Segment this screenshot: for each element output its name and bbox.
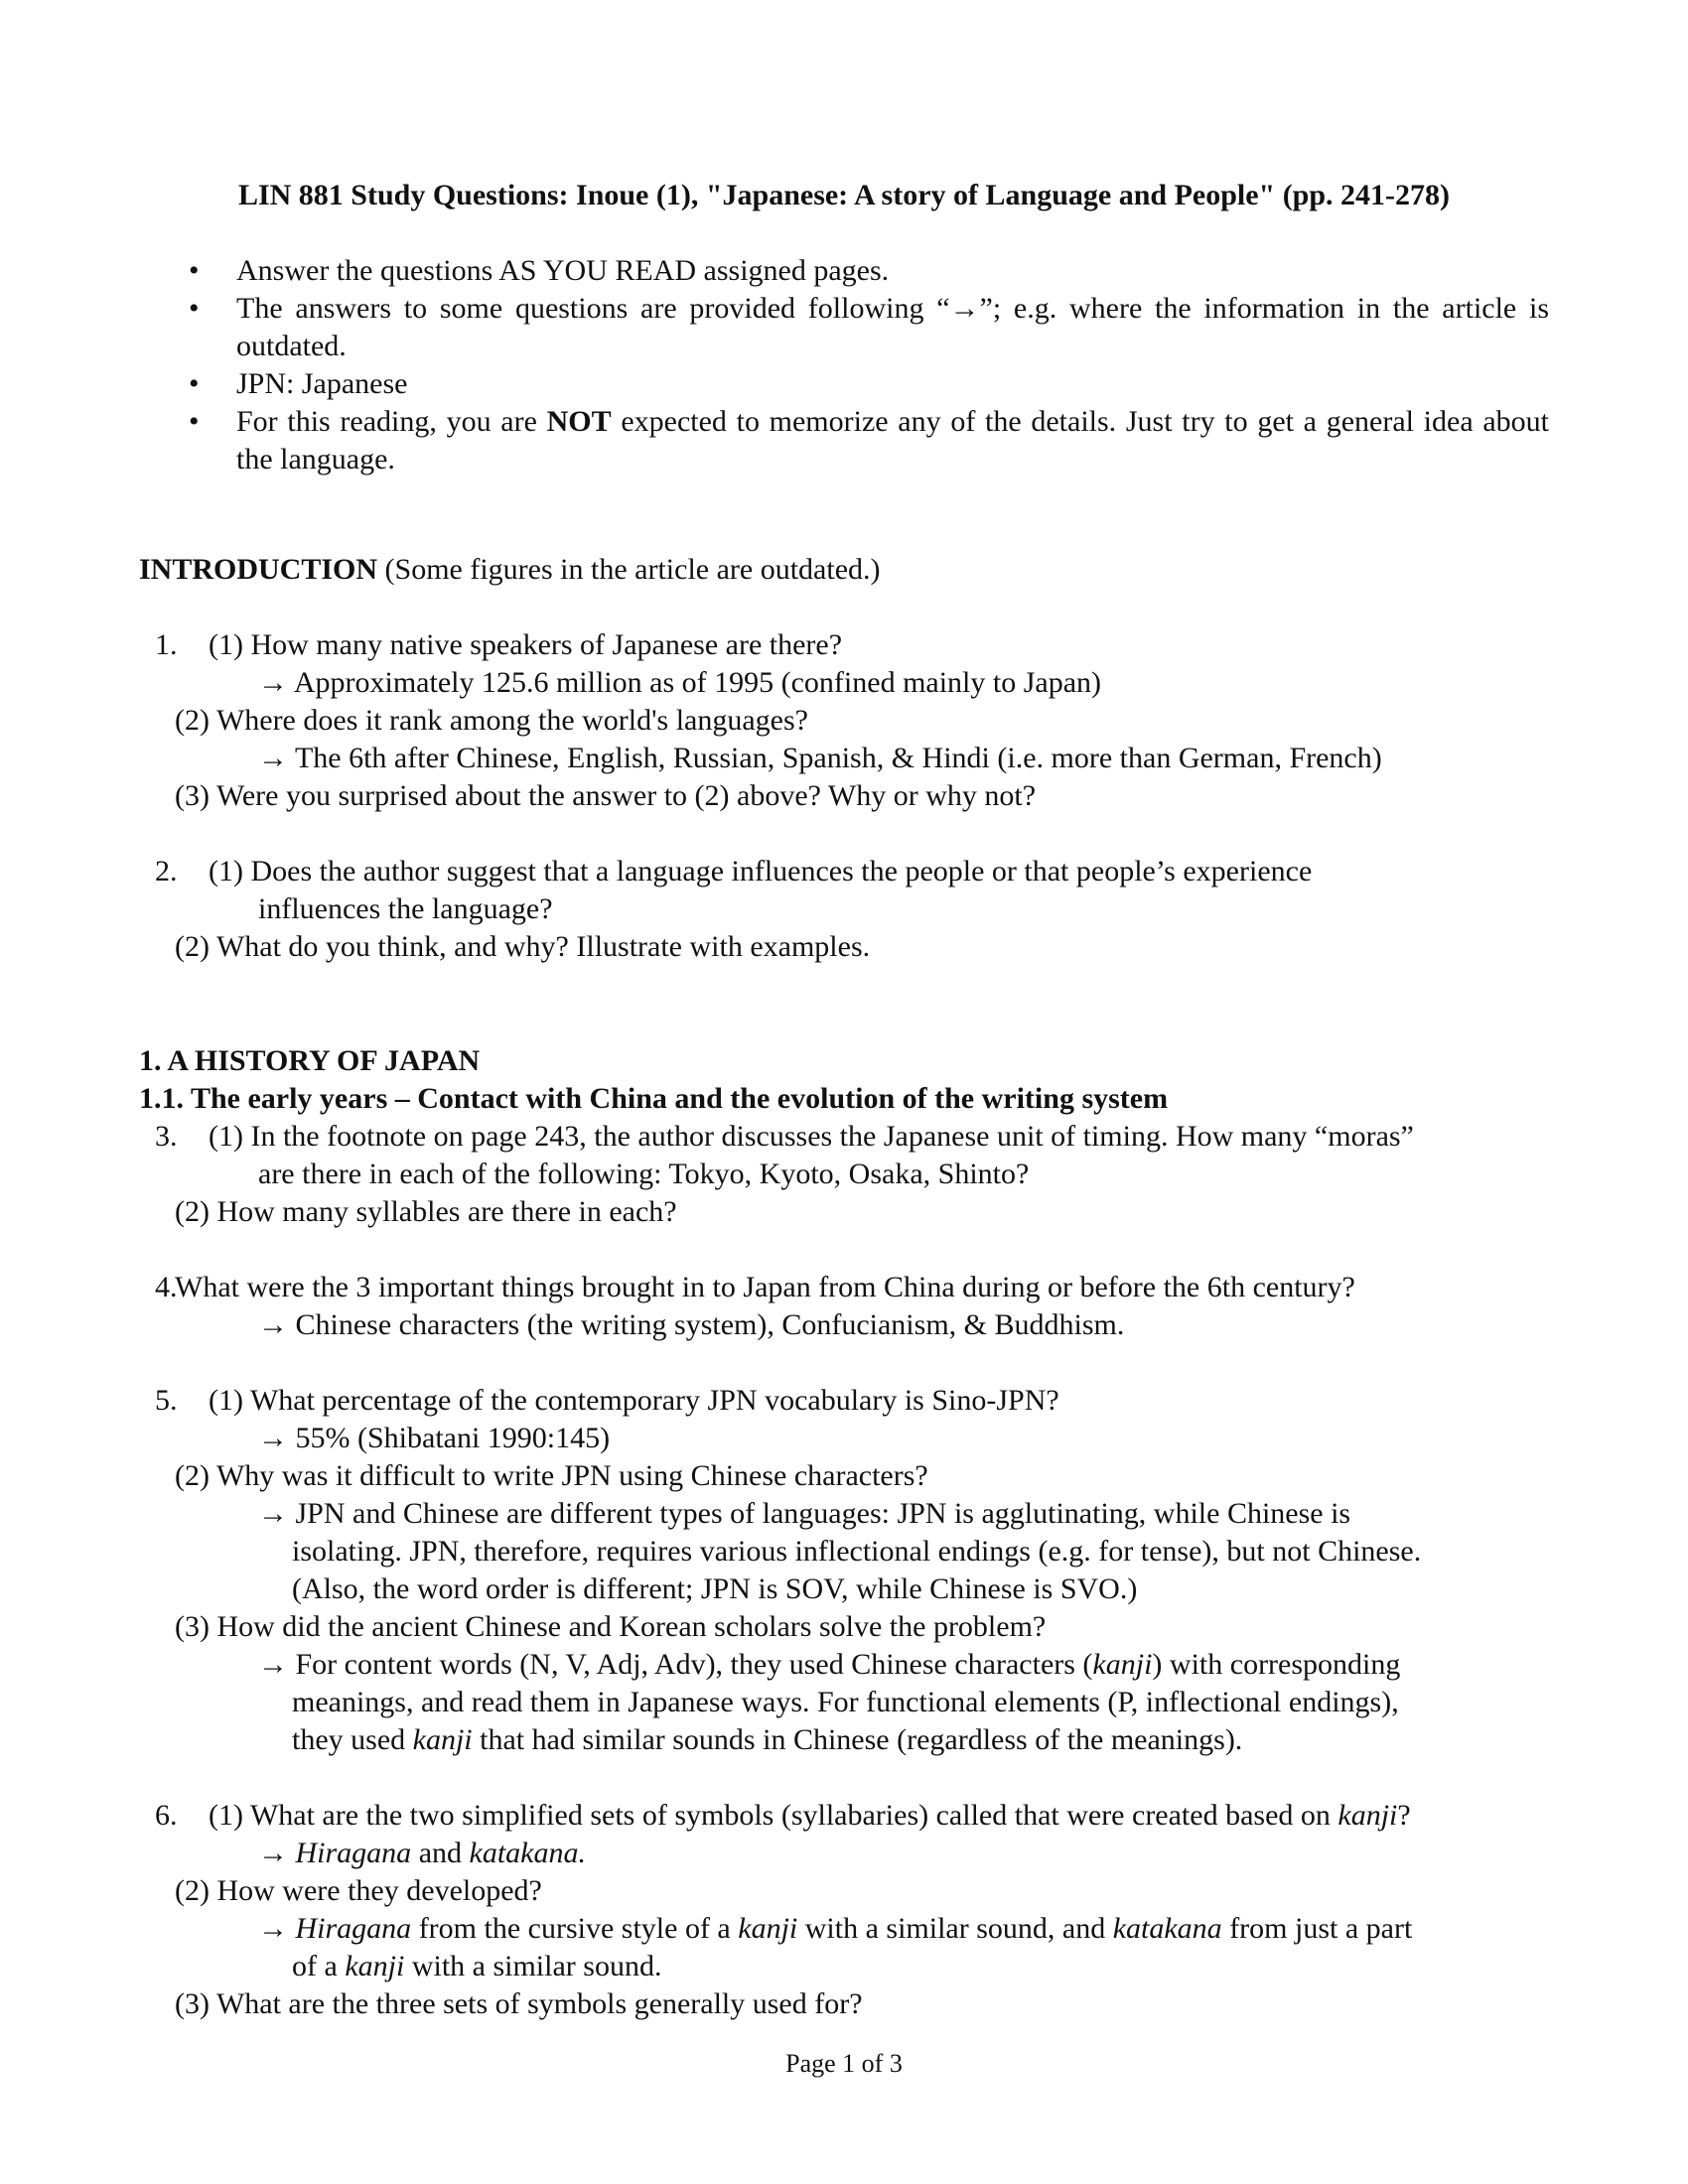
document-title: LIN 881 Study Questions: Inoue (1), "Japanese: A story of Language and People" (pp. 241-278) — [237, 179, 1451, 211]
question-1: 1. (1) How many native speakers of Japanese are there? → Approximately 125.6 million as of 1995 (confined mainly to Japan) (2) Where does it rank among the world's languages? → The 6th after Chinese, English, Russian, Spanish, & Hindi (i.e. more than German, French) (3) Were you surprised about the answer to (2) above? Why or why not? — [155, 628, 1382, 812]
section-heading: 1. A HISTORY OF JAPAN — [139, 1044, 481, 1077]
instruction-item: • Answer the questions AS YOU READ assigned pages. — [139, 252, 1549, 290]
question-5: 5. (1) What percentage of the contemporary JPN vocabulary is Sino-JPN? → 55% (Shibatani 1990:145) (2) Why was it difficult to write JPN using Chinese characters? → JPN and Chinese are different types of languages: JPN is agglutinating, while Chinese is isolating. JPN, therefore, requires various inflectional endings (e.g. for tense), but not Chinese. (Also, the word order is different; JPN is SOV, while Chinese is SVO.) (3) How did the ancient Chinese and Korean scholars solve the problem? → For content words (N, V, Adj, Adv), they used Chinese characters (kanji) with corresponding meanings, and read them in Japanese ways. For functional elements (P, inflectional endings), they used kanji that had similar sounds in Chinese (regardless of the meanings). — [155, 1384, 1422, 1756]
question-6: 6. (1) What are the two simplified sets of symbols (syllabaries) called that were created based on kanji? → Hiragana and katakana. (2) How were they developed? → Hiragana from the cursive style of a kanji with a similar sound, and katakana from just a part of a kanji with a similar sound. (3) What are the three sets of symbols generally used for? — [155, 1799, 1413, 2020]
introduction-section — [139, 551, 1569, 966]
section-heading: INTRODUCTION (Some figures in the article are outdated.) — [139, 553, 881, 586]
question-3: 3. (1) In the footnote on page 243, the author discusses the Japanese unit of timing. How many “moras” are there in each of the following: Tokyo, Kyoto, Osaka, Shinto? (2) How many syllables are there in each? — [155, 1120, 1414, 1228]
question-2: 2. (1) Does the author suggest that a language influences the people or that people’s experience influences the language? (2) What do you think, and why? Illustrate with examples. — [155, 855, 1313, 963]
instruction-item: • For this reading, you are NOT expected to memorize any of the details. Just try to get a general idea about the language. — [139, 403, 1549, 478]
subsection-heading: 1.1. The early years – Contact with China and the evolution of the writing system — [139, 1082, 1169, 1115]
question-4: 4. What were the 3 important things brought in to Japan from China during or before the 6th century? → Chinese characters (the writing system), Confucianism, & Buddhism. — [155, 1271, 1355, 1341]
instructions-list — [139, 252, 1549, 478]
instruction-item: • JPN: Japanese — [139, 365, 1549, 403]
instruction-item: • The answers to some questions are provided following “→”; e.g. where the information in the article is outdated. — [139, 290, 1549, 365]
page-number: Page 1 of 3 — [785, 2049, 903, 2078]
history-section — [139, 1042, 1569, 2023]
